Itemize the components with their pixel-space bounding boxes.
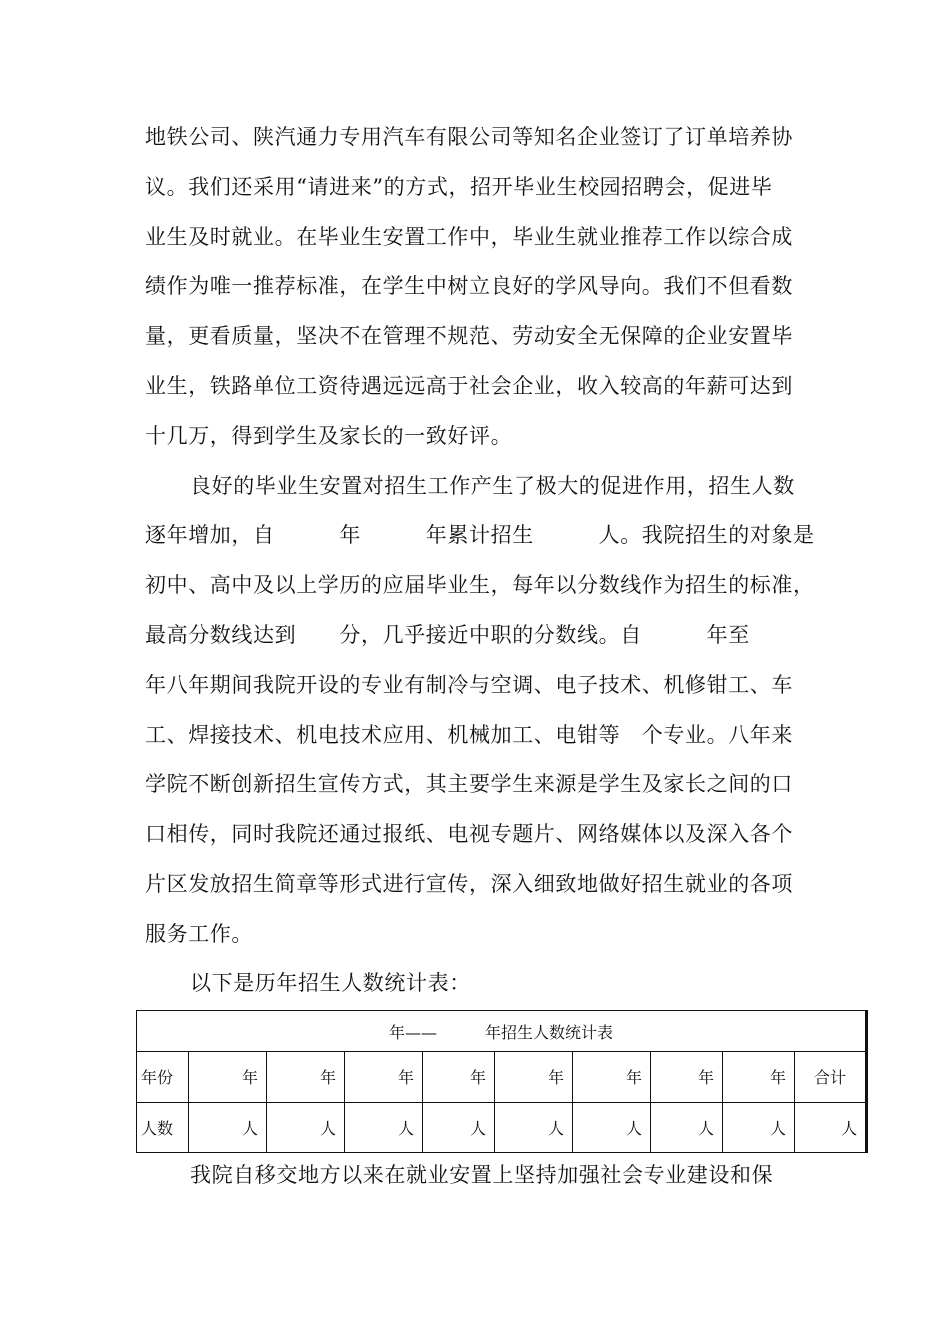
paragraph-line: 地铁公司、陕汽通力专用汽车有限公司等知名企业签订了订单培养协 (145, 125, 793, 149)
paragraph-line: 议。我们还采用“请进来”的方式，招开毕业生校园招聘会，促进毕 (145, 175, 773, 199)
year-cell: 年 (495, 1052, 573, 1102)
table-title: 年—— 年招生人数统计表 (137, 1011, 867, 1052)
count-cell: 人 (345, 1102, 423, 1152)
year-cell: 年 (423, 1052, 495, 1102)
table-row-years (137, 1052, 867, 1102)
paragraph-line: 绩作为唯一推荐标准，在学生中树立良好的学风导向。我们不但看数 (145, 274, 793, 298)
year-cell: 年 (267, 1052, 345, 1102)
paragraph-line: 片区发放招生简章等形式进行宣传，深入细致地做好招生就业的各项 (145, 872, 793, 896)
count-cell: 人 (189, 1102, 267, 1152)
table-row-counts (137, 1102, 867, 1152)
total-count-cell: 人 (795, 1102, 867, 1152)
paragraph-line: 良好的毕业生安置对招生工作产生了极大的促进作用，招生人数 (190, 474, 795, 498)
total-header-cell: 合计 (795, 1052, 867, 1102)
paragraph-line: 我院自移交地方以来在就业安置上坚持加强社会专业建设和保 (190, 1163, 774, 1187)
year-cell: 年 (345, 1052, 423, 1102)
paragraph-line: 年八年期间我院开设的专业有制冷与空调、电子技术、机修钳工、车 (145, 673, 793, 697)
count-cell: 人 (267, 1102, 345, 1152)
paragraph-line: 业生，铁路单位工资待遇远远高于社会企业，收入较高的年薪可达到 (145, 374, 793, 398)
year-cell: 年 (189, 1052, 267, 1102)
year-cell: 年 (651, 1052, 723, 1102)
year-cell: 年 (723, 1052, 795, 1102)
count-cell: 人 (495, 1102, 573, 1152)
paragraph-line: 学院不断创新招生宣传方式，其主要学生来源是学生及家长之间的口 (145, 772, 793, 796)
paragraph-line: 服务工作。 (145, 922, 253, 946)
count-cell: 人 (423, 1102, 495, 1152)
paragraph-line: 以下是历年招生人数统计表： (190, 971, 471, 995)
row-label-year: 年份 (137, 1052, 189, 1102)
count-cell: 人 (723, 1102, 795, 1152)
paragraph-line: 初中、高中及以上学历的应届毕业生，每年以分数线作为招生的标准， (145, 573, 815, 597)
paragraph-line: 口相传，同时我院还通过报纸、电视专题片、网络媒体以及深入各个 (145, 822, 793, 846)
paragraph-line: 工、焊接技术、机电技术应用、机械加工、电钳等 个专业。八年来 (145, 723, 793, 747)
count-cell: 人 (651, 1102, 723, 1152)
paragraph-line: 逐年增加，自 年 年累计招生 人。我院招生的对象是 (145, 523, 815, 547)
paragraph-line: 十几万，得到学生及家长的一致好评。 (145, 424, 513, 448)
paragraph-line: 业生及时就业。在毕业生安置工作中，毕业生就业推荐工作以综合成 (145, 225, 793, 249)
paragraph-line: 最高分数线达到 分，几乎接近中职的分数线。自 年至 (145, 623, 750, 647)
paragraph-line: 量，更看质量，坚决不在管理不规范、劳动安全无保障的企业安置毕 (145, 324, 793, 348)
row-label-count: 人数 (137, 1102, 189, 1152)
year-cell: 年 (573, 1052, 651, 1102)
count-cell: 人 (573, 1102, 651, 1152)
enrollment-stats-table (136, 1010, 868, 1153)
